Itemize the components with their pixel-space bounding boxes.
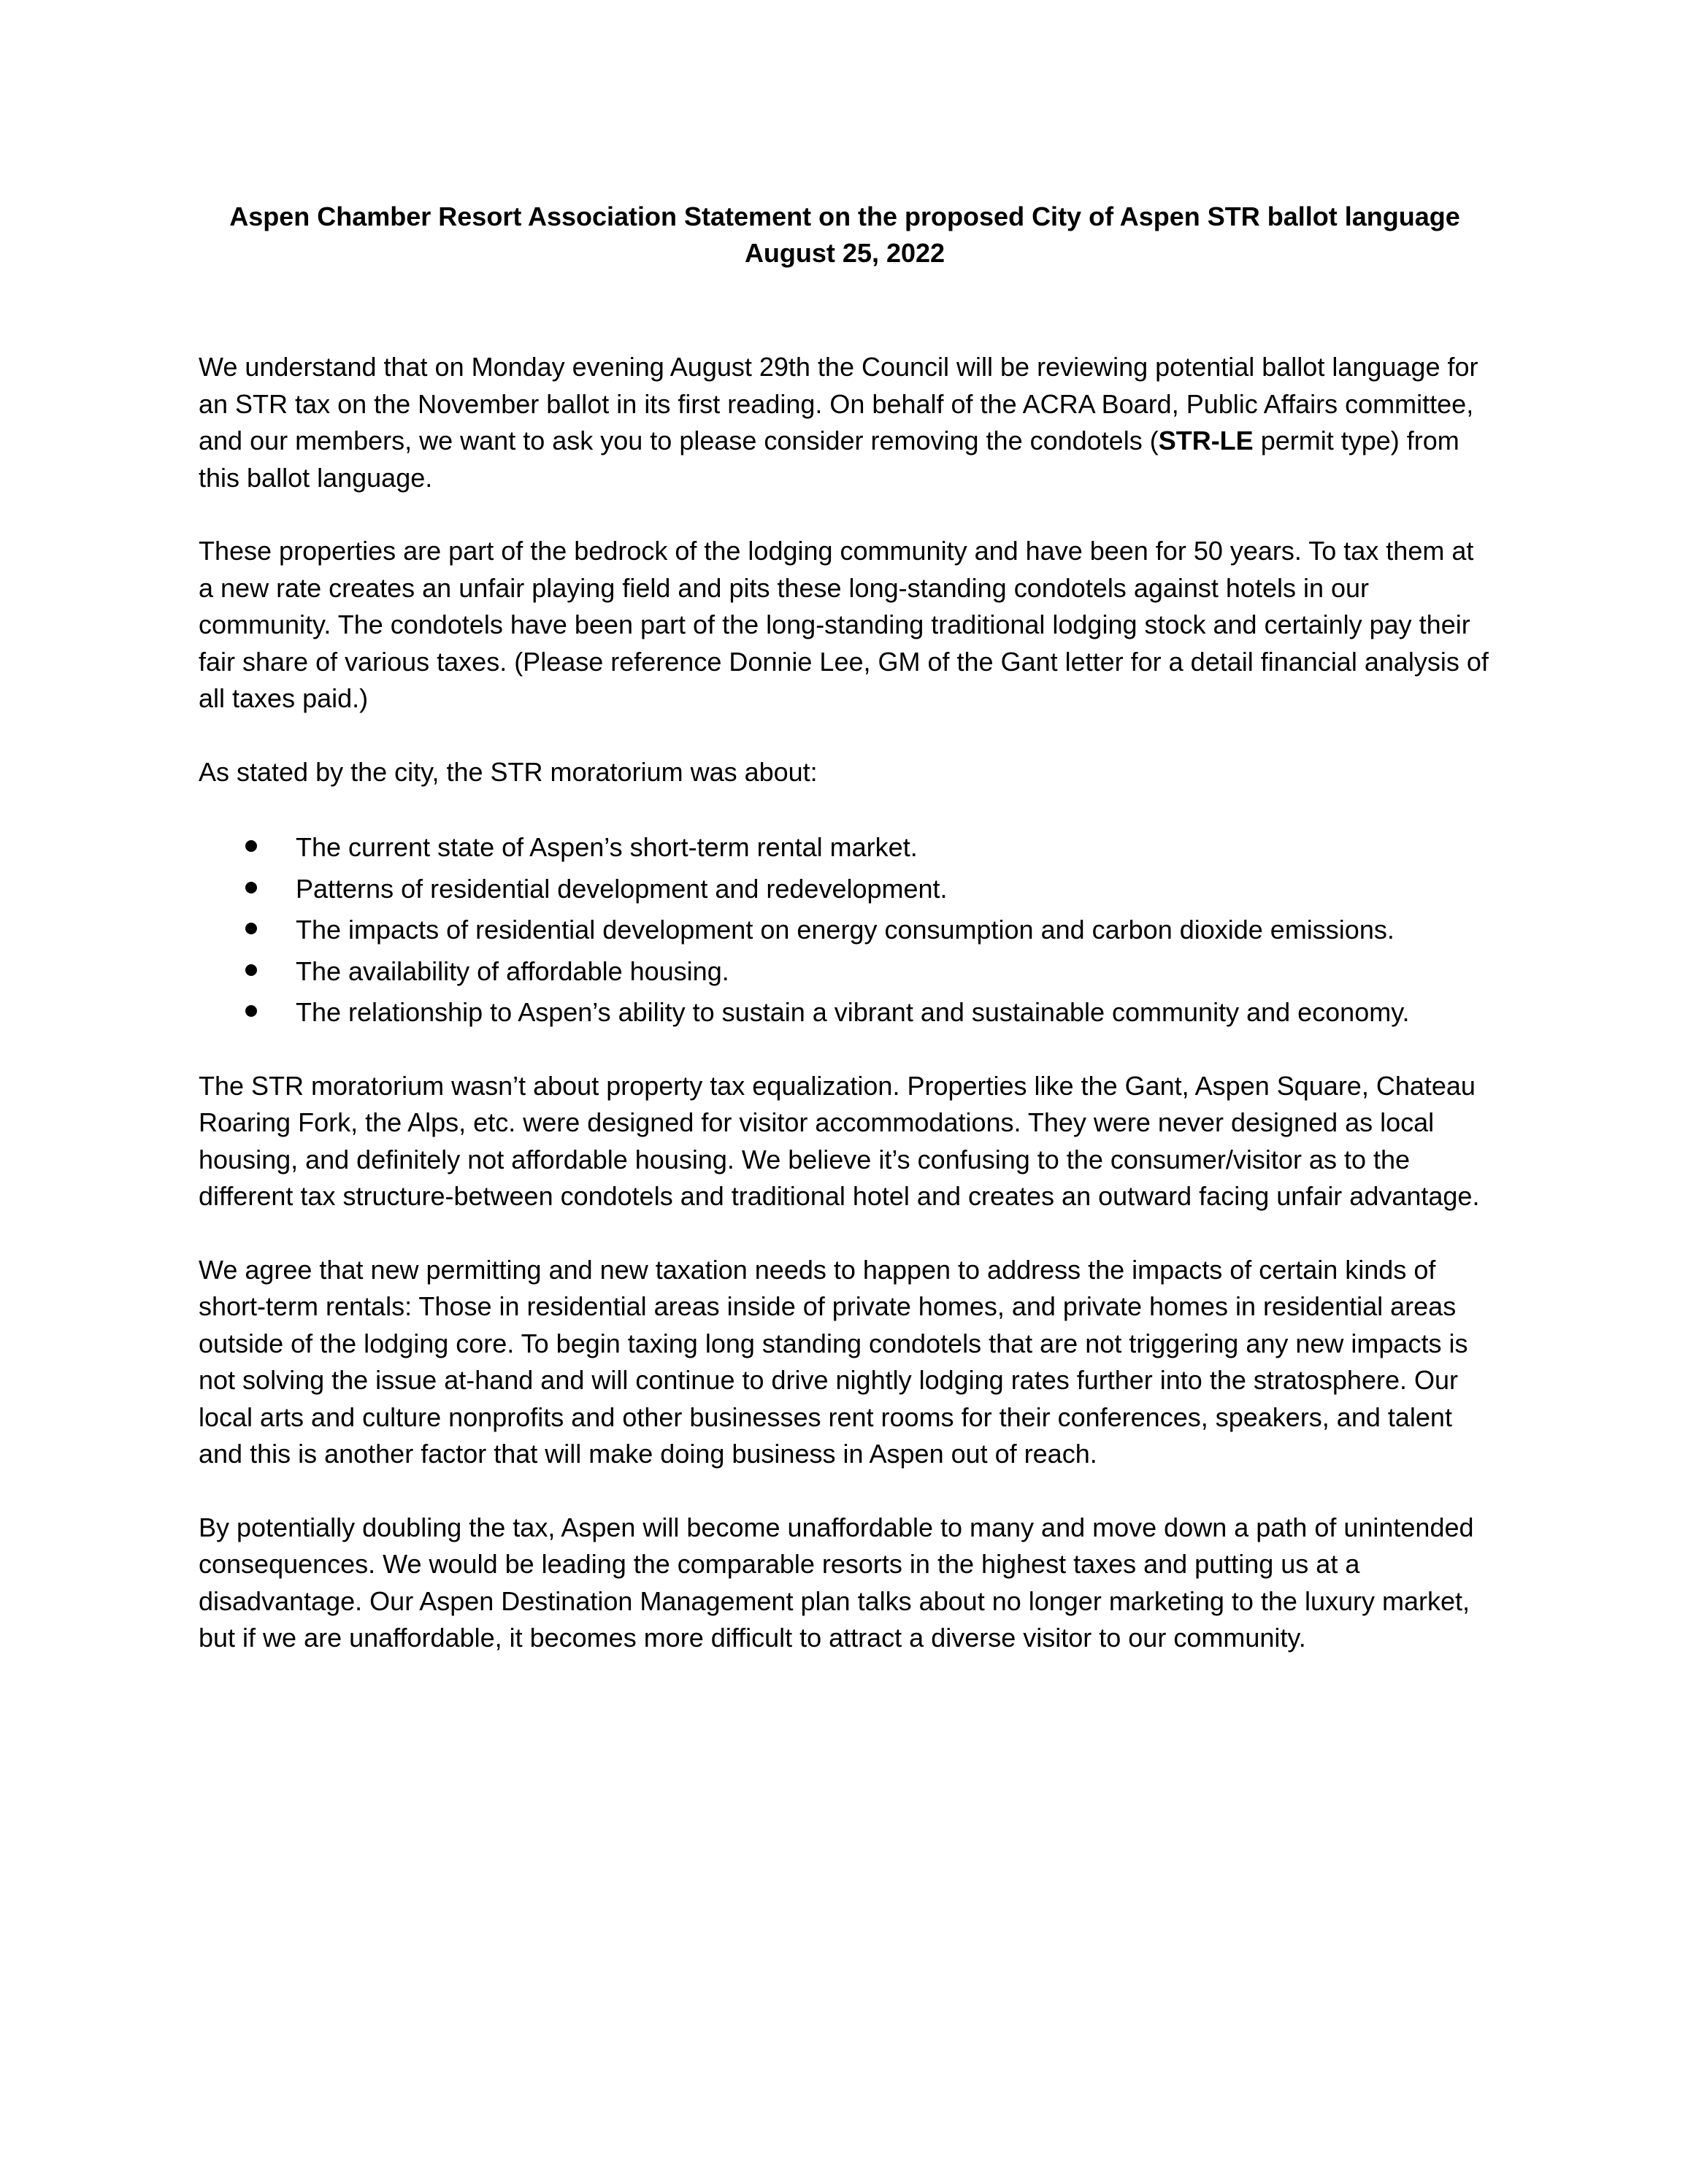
paragraph-bedrock: These properties are part of the bedrock of the lodging community and have been for 50 years. To tax them at a new rate creates an unfair playing field and pits these long-standing condotels against hotels in our community. The condotels have been part of the long-standing traditional lodging stock and certainly pay their fair share of various taxes. (Please reference Donnie Lee, GM of the Gant letter for a detail financial analysis of all taxes paid.) bbox=[199, 536, 1489, 713]
bullet-icon bbox=[245, 1005, 257, 1017]
paragraph-intro-text-b: permit type) from this ballot language. bbox=[199, 426, 1459, 493]
list-item bbox=[199, 869, 1491, 910]
bullet-icon bbox=[245, 964, 257, 976]
document-title: Aspen Chamber Resort Association Statement on the proposed City of Aspen STR ballot language bbox=[229, 201, 1460, 231]
moratorium-bullet-list bbox=[199, 827, 1491, 1031]
bullet-icon bbox=[245, 923, 257, 934]
list-item-text: The relationship to Aspen’s ability to sustain a vibrant and sustainable community and economy. bbox=[296, 997, 1410, 1027]
paragraph-moratorium-intro: As stated by the city, the STR moratorium was about: bbox=[199, 756, 818, 787]
list-item-text: Patterns of residential development and redevelopment. bbox=[296, 873, 948, 904]
document-date: August 25, 2022 bbox=[744, 238, 945, 268]
paragraph-equalization: The STR moratorium wasn’t about property tax equalization. Properties like the Gant, Aspen Square, Chateau Roaring Fork, the Alps, etc. were designed for visitor accommodations. They were never designed as local housing, and definitely not affordable housing. We believe it’s confusing to the consumer/visitor as to the different tax structure-between condotels and traditional hotel and creates an outward facing unfair advantage. bbox=[199, 1070, 1480, 1211]
list-item-text: The current state of Aspen’s short-term rental market. bbox=[296, 832, 918, 862]
list-item-text: The impacts of residential development on energy consumption and carbon dioxide emissions. bbox=[296, 915, 1394, 945]
bullet-icon bbox=[245, 882, 257, 893]
bullet-icon bbox=[245, 840, 257, 852]
list-item bbox=[199, 951, 1491, 993]
paragraph-doubling-tax: By potentially doubling the tax, Aspen will become unaffordable to many and move down a path of unintended consequences. We would be leading the comparable resorts in the highest taxes and putting us at a disadvantage. Our Aspen Destination Management plan talks about no longer marketing to the luxury market, but if we are unaffordable, it becomes more difficult to attract a diverse visitor to our community. bbox=[199, 1512, 1474, 1653]
paragraph-intro-text-a: We understand that on Monday evening August 29th the Council will be reviewing potential ballot language for an STR tax on the November ballot in its first reading. On behalf of the ACRA Board, Public Affairs committee, and our members, we want to ask you to please consider removing the condotels ( bbox=[199, 352, 1478, 455]
paragraph-intro bbox=[199, 349, 1491, 496]
list-item bbox=[199, 994, 1491, 1031]
list-item-text: The availability of affordable housing. bbox=[296, 956, 729, 986]
permit-type-bold: STR-LE bbox=[1158, 426, 1254, 455]
list-item bbox=[199, 827, 1491, 869]
list-item bbox=[199, 910, 1491, 951]
document-body bbox=[199, 199, 1491, 1657]
paragraph-permitting: We agree that new permitting and new taxation needs to happen to address the impacts of certain kinds of short-term rentals: Those in residential areas inside of private homes, and private homes in residential areas outside of the lodging core. To begin taxing long standing condotels that are not triggering any new impacts is not solving the issue at-hand and will continue to drive nightly lodging rates further into the stratosphere. Our local arts and culture nonprofits and other businesses rent rooms for their conferences, speakers, and talent and this is another factor that will make doing business in Aspen out of reach. bbox=[199, 1254, 1468, 1469]
